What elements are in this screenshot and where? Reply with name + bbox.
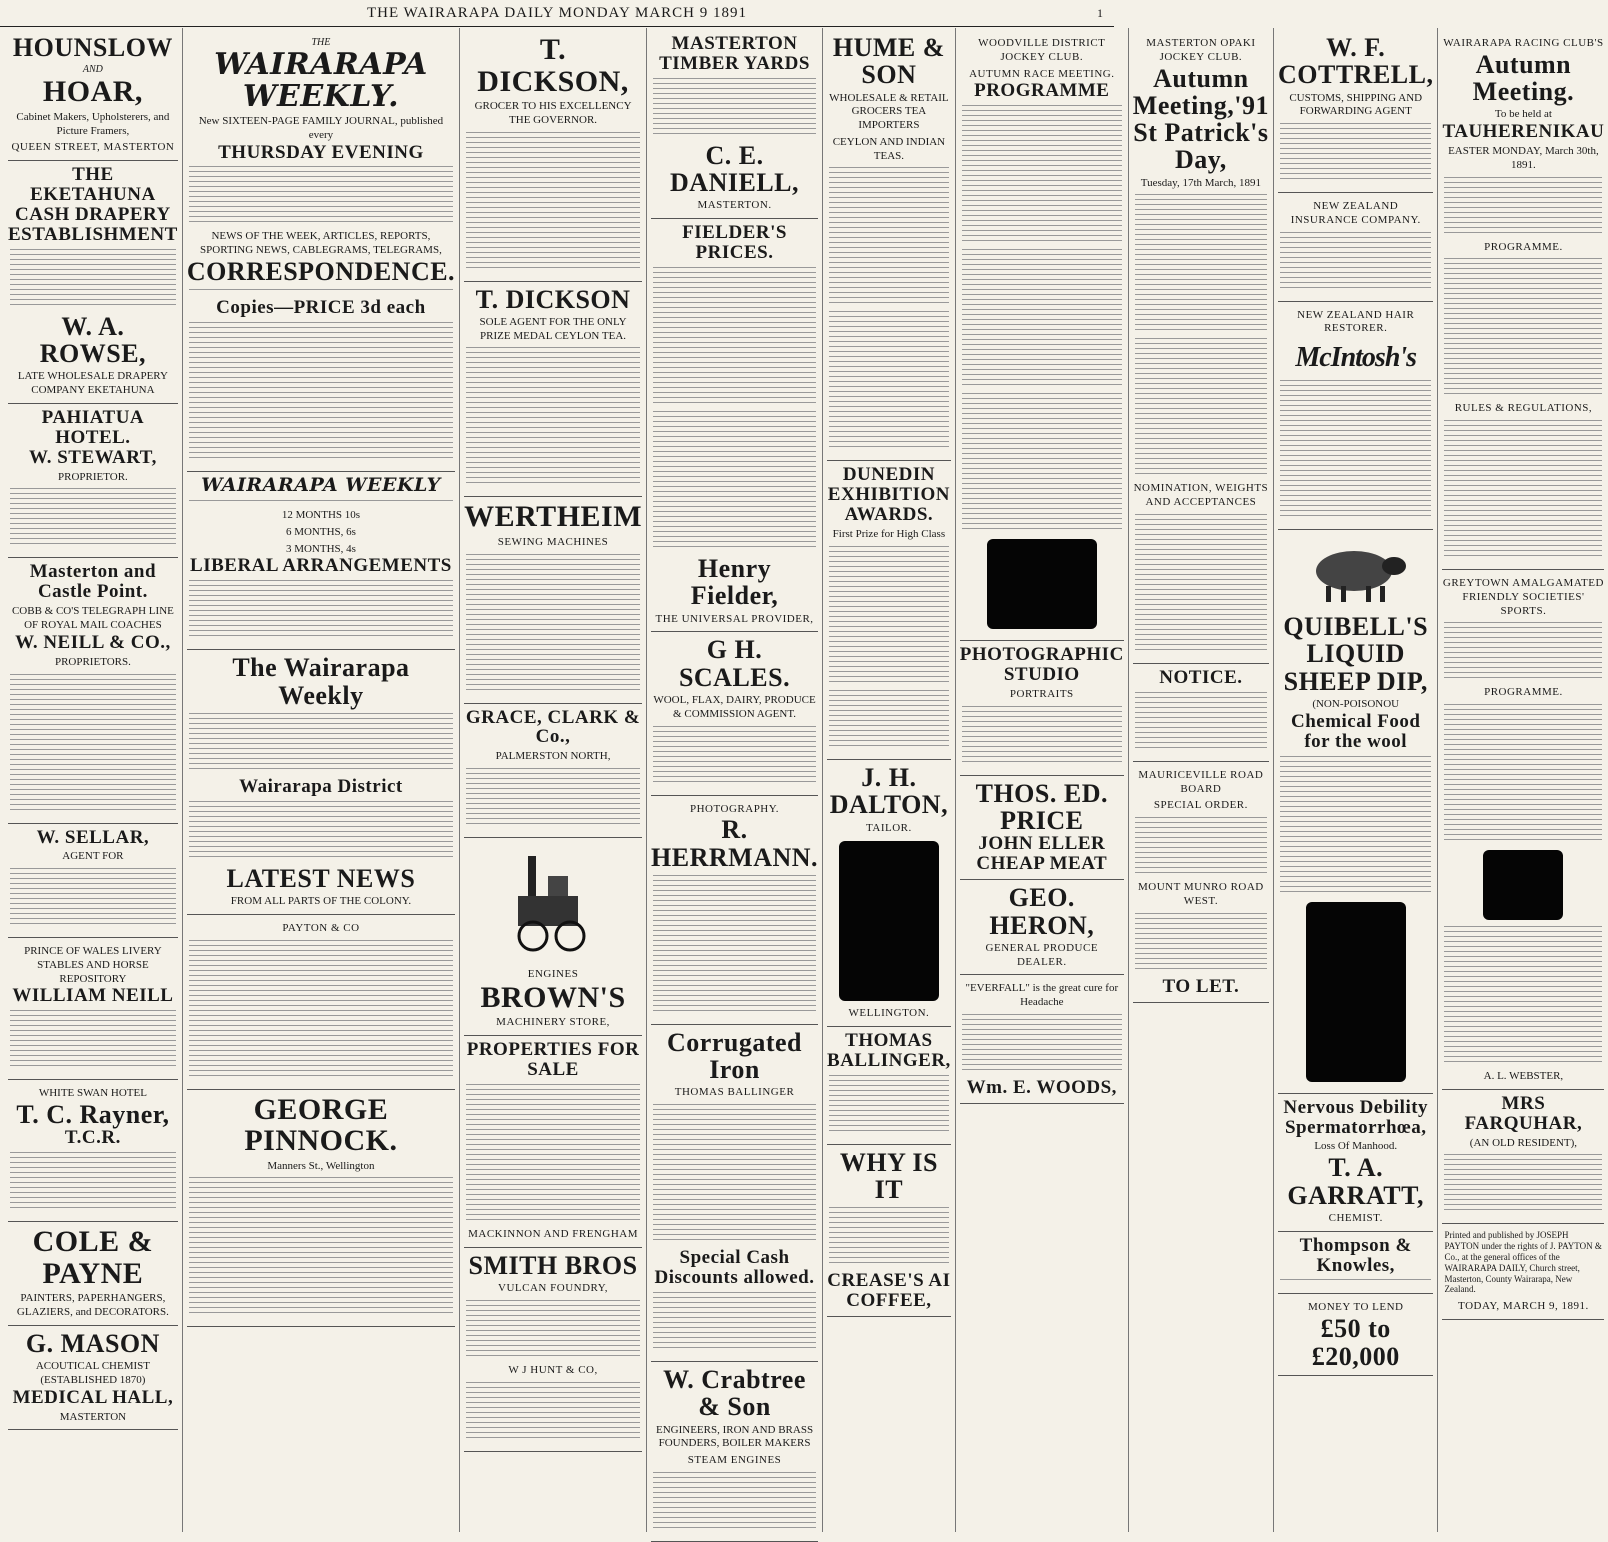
text-block xyxy=(189,580,453,640)
manhood: Loss Of Manhood. xyxy=(1314,1140,1398,1153)
iron-title: Corrugated Iron xyxy=(667,1027,803,1085)
photo-studio-title: PHOTOGRAPHIC STUDIO xyxy=(959,644,1124,686)
redaction-block xyxy=(839,841,939,1001)
daniell-title: C. E. DANIELL, xyxy=(670,140,800,198)
cottrell-ad xyxy=(1278,30,1433,193)
herrmann-ad xyxy=(651,796,818,1025)
sellar-ad xyxy=(8,824,178,939)
cole-title: COLE & PAYNE xyxy=(32,1225,154,1290)
cheap-meat: CHEAP MEAT xyxy=(976,853,1108,875)
text-block xyxy=(466,1300,640,1360)
dickson2-ad xyxy=(464,282,642,498)
sellar-sub: AGENT FOR xyxy=(62,850,124,863)
vulcan: VULCAN FOUNDRY, xyxy=(498,1282,609,1295)
crabtree-title: W. Crabtree & Son xyxy=(663,1365,806,1422)
cole-sub: PAINTERS, PAPERHANGERS, GLAZIERS, and DECORATORS. xyxy=(16,1292,169,1319)
text-block xyxy=(962,105,1122,245)
money-title: MONEY TO LEND xyxy=(1307,1301,1404,1314)
dalton-title: J. H. DALTON, xyxy=(829,762,949,820)
neill-title: W. NEILL & CO., xyxy=(15,631,171,653)
redaction-block xyxy=(1483,850,1563,920)
steam-engines: STEAM ENGINES xyxy=(687,1454,782,1467)
chemist: CHEMIST. xyxy=(1328,1211,1383,1224)
stewart-name: W. STEWART, xyxy=(28,446,157,468)
racing-ad xyxy=(1442,30,1604,570)
programme-title: PROGRAMME. xyxy=(1484,240,1563,253)
text-block xyxy=(466,554,640,694)
text-block xyxy=(829,311,949,451)
why-title: WHY IS IT xyxy=(839,1147,938,1205)
text-block xyxy=(466,768,640,828)
non-poisonous: (NON-POISONOU xyxy=(1312,697,1400,710)
quibell-title: QUIBELL'S LIQUID SHEEP DIP, xyxy=(1283,612,1429,696)
racing-title: WAIRARAPA RACING CLUB'S xyxy=(1443,37,1604,49)
farquhar-title: MRS FARQUHAR, xyxy=(1464,1092,1583,1134)
text-block xyxy=(829,546,949,686)
text-block xyxy=(189,500,453,505)
farquhar-ad xyxy=(1442,1090,1604,1225)
iron-ad xyxy=(651,1025,818,1362)
text-block xyxy=(189,166,453,226)
tuesday: Tuesday, 17th March, 1891 xyxy=(1140,176,1261,189)
mount-munro: MOUNT MUNRO ROAD WEST. xyxy=(1138,881,1264,907)
hounslow-ad xyxy=(8,30,178,161)
grace-title: GRACE, CLARK & Co., xyxy=(465,706,641,748)
opaki-ad xyxy=(1133,30,1269,664)
photo-head: PHOTOGRAPHY. xyxy=(690,802,780,815)
palmerston: PALMERSTON NORTH, xyxy=(495,750,611,763)
to-be-held: To be held at xyxy=(1494,108,1552,121)
from-parts: FROM ALL PARTS OF THE COLONY. xyxy=(230,895,412,908)
text-block xyxy=(1135,338,1267,478)
hume-ad xyxy=(827,30,951,461)
payton-ad xyxy=(187,915,455,1090)
dunedin-ad xyxy=(827,461,951,760)
dickson-ad xyxy=(464,30,642,282)
eller-title: JOHN ELLER xyxy=(978,833,1106,855)
timber-title: MASTERTON TIMBER YARDS xyxy=(659,33,810,74)
redaction-block xyxy=(1306,902,1406,1082)
mauriceville-ad xyxy=(1133,762,1269,1003)
herrmann-title: R. HERRMANN. xyxy=(651,815,819,872)
dickson2-sub: SOLE AGENT FOR THE ONLY PRIZE MEDAL CEYLON TEA. xyxy=(479,315,627,342)
weekly-day: THURSDAY EVENING xyxy=(218,141,424,163)
everfall-ad xyxy=(960,975,1124,1103)
mcintosh-logo: McIntosh's xyxy=(1295,342,1417,374)
text-block xyxy=(10,868,176,928)
scales-title: G H. SCALES. xyxy=(678,635,791,692)
engines-title: ENGINES xyxy=(527,968,579,981)
scales-sub: WOOL, FLAX, DAIRY, PRODUCE & COMMISSION AGENT. xyxy=(653,694,816,720)
autumn-head: AUTUMN RACE MEETING. xyxy=(969,67,1115,80)
text-block xyxy=(962,706,1122,766)
text-block xyxy=(1444,704,1602,844)
greytown-ad xyxy=(1442,570,1604,1090)
text-block xyxy=(829,1075,949,1135)
text-block xyxy=(10,1010,176,1070)
text-block xyxy=(10,488,176,548)
crabtree-sub: ENGINEERS, IRON AND BRASS FOUNDERS, BOILER MAKERS xyxy=(655,1423,814,1450)
money-amount: £50 to £20,000 xyxy=(1311,1314,1400,1371)
crease-ad xyxy=(827,1145,951,1317)
nervous-title: Nervous Debility xyxy=(1283,1096,1429,1118)
cole-ad xyxy=(8,1222,178,1326)
hounslow-address: QUEEN STREET, MASTERTON xyxy=(11,141,175,154)
portraits: PORTRAITS xyxy=(1009,688,1074,701)
first-prize: First Prize for High Class xyxy=(832,528,946,541)
hounslow-title: HOUNSLOW xyxy=(12,33,173,62)
text-block xyxy=(1135,194,1267,334)
ballinger2-title: THOMAS BALLINGER, xyxy=(827,1030,951,1071)
everfall-title: "EVERFALL" is the great cure for Headache xyxy=(965,982,1119,1009)
dalton-sub: TAILOR. xyxy=(866,821,912,834)
correspondence-title: CORRESPONDENCE. xyxy=(186,256,456,286)
fielder-ad xyxy=(651,219,818,632)
crabtree-ad xyxy=(651,1362,818,1542)
hunt: W J HUNT & CO, xyxy=(508,1363,598,1376)
copies-title: Copies—PRICE 3d each xyxy=(216,297,426,319)
column-1 xyxy=(4,28,183,1532)
ballinger: THOMAS BALLINGER xyxy=(674,1086,795,1099)
text-block xyxy=(466,1382,640,1442)
insurance-ad xyxy=(1278,193,1433,302)
text-block xyxy=(10,1152,176,1212)
weekly-title: WAIRARAPA WEEKLY. xyxy=(214,47,428,114)
old-resident: (AN OLD RESIDENT), xyxy=(1469,1136,1578,1149)
browns-sub: MACHINERY STORE, xyxy=(496,1016,610,1029)
weekly-sub: New SIXTEEN-PAGE FAMILY JOURNAL, published every xyxy=(198,115,444,141)
universal-provider: THE UNIVERSAL PROVIDER, xyxy=(655,612,814,625)
george-pinnock: GEORGE PINNOCK. xyxy=(244,1092,398,1158)
programme-title: PROGRAMME xyxy=(974,80,1110,102)
weekly-the: THE xyxy=(311,37,331,48)
woods-title: Wm. E. WOODS, xyxy=(966,1076,1117,1098)
webster: A. L. WEBSTER, xyxy=(1483,1070,1564,1083)
the-weekly: The Wairarapa Weekly xyxy=(232,653,410,710)
text-block xyxy=(1135,913,1267,973)
text-block xyxy=(1444,420,1602,560)
quibell-ad xyxy=(1278,530,1433,1094)
mackinnon: MACKINNON AND FRENGHAM xyxy=(468,1228,638,1241)
easter-monday: EASTER MONDAY, March 30th, 1891. xyxy=(1448,145,1599,171)
browns-ad xyxy=(464,838,642,1036)
page-number: 1 xyxy=(1097,6,1104,20)
heron-title: GEO. HERON, xyxy=(989,883,1095,940)
wertheim-ad xyxy=(464,497,642,703)
greytown-title: GREYTOWN AMALGAMATED FRIENDLY SOCIETIES' SPORTS. xyxy=(1442,577,1604,617)
browns-title: BROWN'S xyxy=(480,980,626,1014)
cottrell-title: W. F. COTTRELL, xyxy=(1277,33,1434,90)
text-block xyxy=(1135,514,1267,654)
heron-sub: GENERAL PRODUCE DEALER. xyxy=(985,941,1099,968)
restorer-ad xyxy=(1278,302,1433,531)
rayner-title: T. C. Rayner, xyxy=(16,1100,170,1130)
patricks-day: St Patrick's Day, xyxy=(1133,118,1269,175)
text-block xyxy=(466,347,640,487)
text-block xyxy=(962,1014,1122,1074)
hume-title: HUME & SON xyxy=(832,33,945,90)
column-3 xyxy=(460,28,647,1532)
castle-title: Masterton and Castle Point. xyxy=(29,561,157,603)
ballinger-ad xyxy=(827,1027,951,1145)
notice-ad xyxy=(1133,664,1269,762)
wellington-label: WELLINGTON. xyxy=(848,1007,930,1020)
rowse-name: W. A. ROWSE, xyxy=(39,311,147,369)
castle-point-ad xyxy=(8,558,178,823)
text-block xyxy=(653,1472,816,1532)
dalton-ad xyxy=(827,760,951,1027)
garratt-title: T. A. GARRATT, xyxy=(1287,1153,1425,1210)
properties-ad xyxy=(464,1036,642,1248)
months-12: 12 MONTHS 10s xyxy=(281,509,361,522)
castle-sub: COBB & CO'S TELEGRAPH LINE OF ROYAL MAIL COACHES xyxy=(11,605,174,632)
text-block xyxy=(189,289,453,294)
special-order: SPECIAL ORDER. xyxy=(1153,799,1248,812)
text-block xyxy=(1444,177,1602,237)
sperm-title: Spermatorrhœa, xyxy=(1284,1116,1427,1138)
prince-title: PRINCE OF WALES LIVERY STABLES AND HORSE REPOSITORY xyxy=(24,945,162,985)
cottrell-sub: CUSTOMS, SHIPPING AND FORWARDING AGENT xyxy=(1289,91,1423,118)
to-let: TO LET. xyxy=(1162,975,1240,997)
masthead-title: THE WAIRARAPA DAILY MONDAY MARCH 9 1891 xyxy=(366,5,748,21)
text-block xyxy=(189,322,453,462)
medical-title: MEDICAL HALL, xyxy=(12,1386,174,1408)
opaki-title: MASTERTON OPAKI JOCKEY CLUB. xyxy=(1146,37,1256,63)
mauriceville-title: MAURICEVILLE ROAD BOARD xyxy=(1138,768,1264,795)
swan-ad xyxy=(8,1080,178,1222)
text-block xyxy=(189,1177,453,1317)
eketahuna-ad xyxy=(8,161,178,404)
text-block xyxy=(653,875,816,1015)
properties-title: PROPERTIES FOR SALE xyxy=(466,1039,640,1081)
hounslow-hoar: HOAR, xyxy=(42,75,143,109)
thompson-ad xyxy=(1278,1232,1433,1295)
steam-engine-icon xyxy=(508,846,598,956)
text-block xyxy=(653,267,816,407)
money-ad xyxy=(1278,1294,1433,1375)
dunedin-title: DUNEDIN EXHIBITION AWARDS. xyxy=(827,464,950,526)
pinnock-ad xyxy=(187,1090,455,1328)
henry-fielder: Henry Fielder, xyxy=(690,554,779,611)
text-block xyxy=(1280,123,1431,183)
text-block xyxy=(1444,1154,1602,1214)
text-block xyxy=(10,249,176,309)
text-block xyxy=(653,1292,816,1352)
imprint-text: Printed and published by JOSEPH PAYTON under the rights of J. PAYTON & Co., at the general offices of the WAIRARAPA DAILY, Church street, Masterton, County Wairarapa, New Zealand. xyxy=(1444,1230,1602,1295)
nervous-ad xyxy=(1278,1094,1433,1232)
sellar-title: W. SELLAR, xyxy=(36,826,150,848)
district-title: Wairarapa District xyxy=(239,775,403,797)
nz-insurance: NEW ZEALAND INSURANCE COMPANY. xyxy=(1290,200,1421,226)
liberal-title: LIBERAL ARRANGEMENTS xyxy=(190,555,452,577)
column-2 xyxy=(183,28,460,1532)
tcr-title: T.C.R. xyxy=(64,1127,121,1149)
mason-title: G. MASON xyxy=(25,1328,160,1358)
text-block xyxy=(189,801,453,861)
text-block xyxy=(829,167,949,307)
text-block xyxy=(653,78,816,138)
mason-sub: ACOUTICAL CHEMIST (ESTABLISHED 1870) xyxy=(35,1360,150,1386)
william-neill: WILLIAM NEILL xyxy=(12,985,174,1007)
news-title: LATEST NEWS xyxy=(226,863,416,893)
wertheim-sub: SEWING MACHINES xyxy=(497,535,609,548)
photo-studio-ad xyxy=(960,641,1124,776)
imprint-date: TODAY, MARCH 9, 1891. xyxy=(1458,1300,1589,1313)
text-block xyxy=(1444,926,1602,1066)
weekly2-title: WAIRARAPA WEEKLY xyxy=(201,474,441,497)
text-block xyxy=(1280,1279,1431,1284)
column-7 xyxy=(1129,28,1274,1532)
price-ad xyxy=(960,776,1124,880)
text-block xyxy=(1280,756,1431,896)
thompson-title: Thompson & Knowles, xyxy=(1299,1234,1412,1276)
text-block xyxy=(653,1104,816,1244)
text-block xyxy=(466,1084,640,1224)
text-block xyxy=(829,1207,949,1267)
text-block xyxy=(1280,380,1431,520)
rules-title: RULES & REGULATIONS, xyxy=(1454,402,1593,415)
tauherenikau: TAUHERENIKAU xyxy=(1442,121,1605,143)
stewart-role: PROPRIETOR. xyxy=(58,470,128,483)
mason-ad xyxy=(8,1326,178,1430)
price-title: THOS. ED. PRICE xyxy=(975,778,1108,836)
text-block xyxy=(189,940,453,1080)
weekly-ad xyxy=(187,30,455,472)
medical-address: MASTERTON xyxy=(59,1410,127,1423)
imprint xyxy=(1442,1224,1604,1320)
text-block xyxy=(829,690,949,750)
restorer-title: NEW ZEALAND HAIR RESTORER. xyxy=(1297,308,1415,335)
price-list xyxy=(653,411,816,551)
swan-title: WHITE SWAN HOTEL xyxy=(38,1087,147,1100)
text-block xyxy=(189,713,453,773)
column-8 xyxy=(1274,28,1438,1532)
text-block xyxy=(962,393,1122,533)
text-block xyxy=(1444,622,1602,682)
ceylon: CEYLON AND INDIAN TEAS. xyxy=(832,135,946,162)
text-block xyxy=(1280,232,1431,292)
eketahuna-title: THE EKETAHUNA CASH DRAPERY ESTABLISHMENT xyxy=(8,164,178,245)
text-block xyxy=(1135,817,1267,877)
timber-ad xyxy=(651,30,818,219)
wertheim-title: WERTHEIM xyxy=(464,500,643,534)
chemical-food: Chemical Food for the wool xyxy=(1290,710,1421,752)
autumn-title: Autumn Meeting,'91 xyxy=(1132,63,1269,120)
fielder-title: FIELDER'S PRICES. xyxy=(682,222,787,264)
woodville-title: WOODVILLE DISTRICT JOCKEY CLUB. xyxy=(978,37,1106,63)
special-title: Special Cash Discounts allowed. xyxy=(654,1247,815,1289)
manners-street: Manners St., Wellington xyxy=(267,1159,375,1172)
pahiatua-title: PAHIATUA HOTEL. xyxy=(41,406,145,448)
text-block xyxy=(10,674,176,814)
hounslow-and: AND xyxy=(82,64,103,76)
column-9 xyxy=(1438,28,1608,1532)
hounslow-sub: Cabinet Makers, Upholsterers, and Picture Framers, xyxy=(16,110,170,137)
woodville-ad xyxy=(960,30,1124,641)
weekly-district-ad xyxy=(187,650,455,915)
column-6 xyxy=(956,28,1129,1532)
autumn-meeting: Autumn Meeting. xyxy=(1472,49,1575,107)
redaction-block xyxy=(987,539,1097,629)
dickson-sub: GROCER TO HIS EXCELLENCY THE GOVERNOR. xyxy=(474,100,632,126)
programme2-title: PROGRAMME. xyxy=(1484,686,1563,699)
weekly-items: NEWS OF THE WEEK, ARTICLES, REPORTS, SPORTING NEWS, CABLEGRAMS, TELEGRAMS, xyxy=(200,230,442,257)
pahiatua-ad xyxy=(8,404,178,559)
weekly-subscription-ad xyxy=(187,472,455,650)
dickson2-title: T. DICKSON xyxy=(475,284,631,314)
newspaper-columns xyxy=(4,28,1605,1532)
heron-ad xyxy=(960,880,1124,975)
text-block xyxy=(466,132,640,272)
text-block xyxy=(962,249,1122,389)
scales-ad xyxy=(651,632,818,795)
text-block xyxy=(1135,692,1267,752)
smith-ad xyxy=(464,1248,642,1452)
column-5 xyxy=(823,28,956,1532)
smith-title: SMITH BROS xyxy=(468,1250,638,1280)
months-6: 6 MONTHS, 6s xyxy=(285,525,356,538)
daniell-address: MASTERTON. xyxy=(697,199,772,212)
dickson-title: T. DICKSON, xyxy=(477,33,629,98)
hume-sub: WHOLESALE & RETAIL GROCERS TEA IMPORTERS xyxy=(829,91,949,132)
nomination: NOMINATION, WEIGHTS AND ACCEPTANCES xyxy=(1133,482,1269,509)
sheep-icon xyxy=(1296,536,1416,606)
neill-role: PROPRIETORS. xyxy=(54,655,131,668)
notice-title: NOTICE. xyxy=(1159,666,1243,688)
months-3: 3 MONTHS, 4s xyxy=(285,542,356,555)
column-4 xyxy=(647,28,823,1532)
payton-title: PAYTON & CO xyxy=(282,921,360,934)
text-block xyxy=(653,726,816,786)
grace-ad xyxy=(464,704,642,839)
text-block xyxy=(1444,258,1602,398)
masthead xyxy=(0,0,1114,27)
rowse-sub: LATE WHOLESALE DRAPERY COMPANY EKETAHUNA xyxy=(17,370,168,397)
prince-ad xyxy=(8,938,178,1080)
crease-title: CREASE'S AI COFFEE, xyxy=(827,1270,951,1312)
